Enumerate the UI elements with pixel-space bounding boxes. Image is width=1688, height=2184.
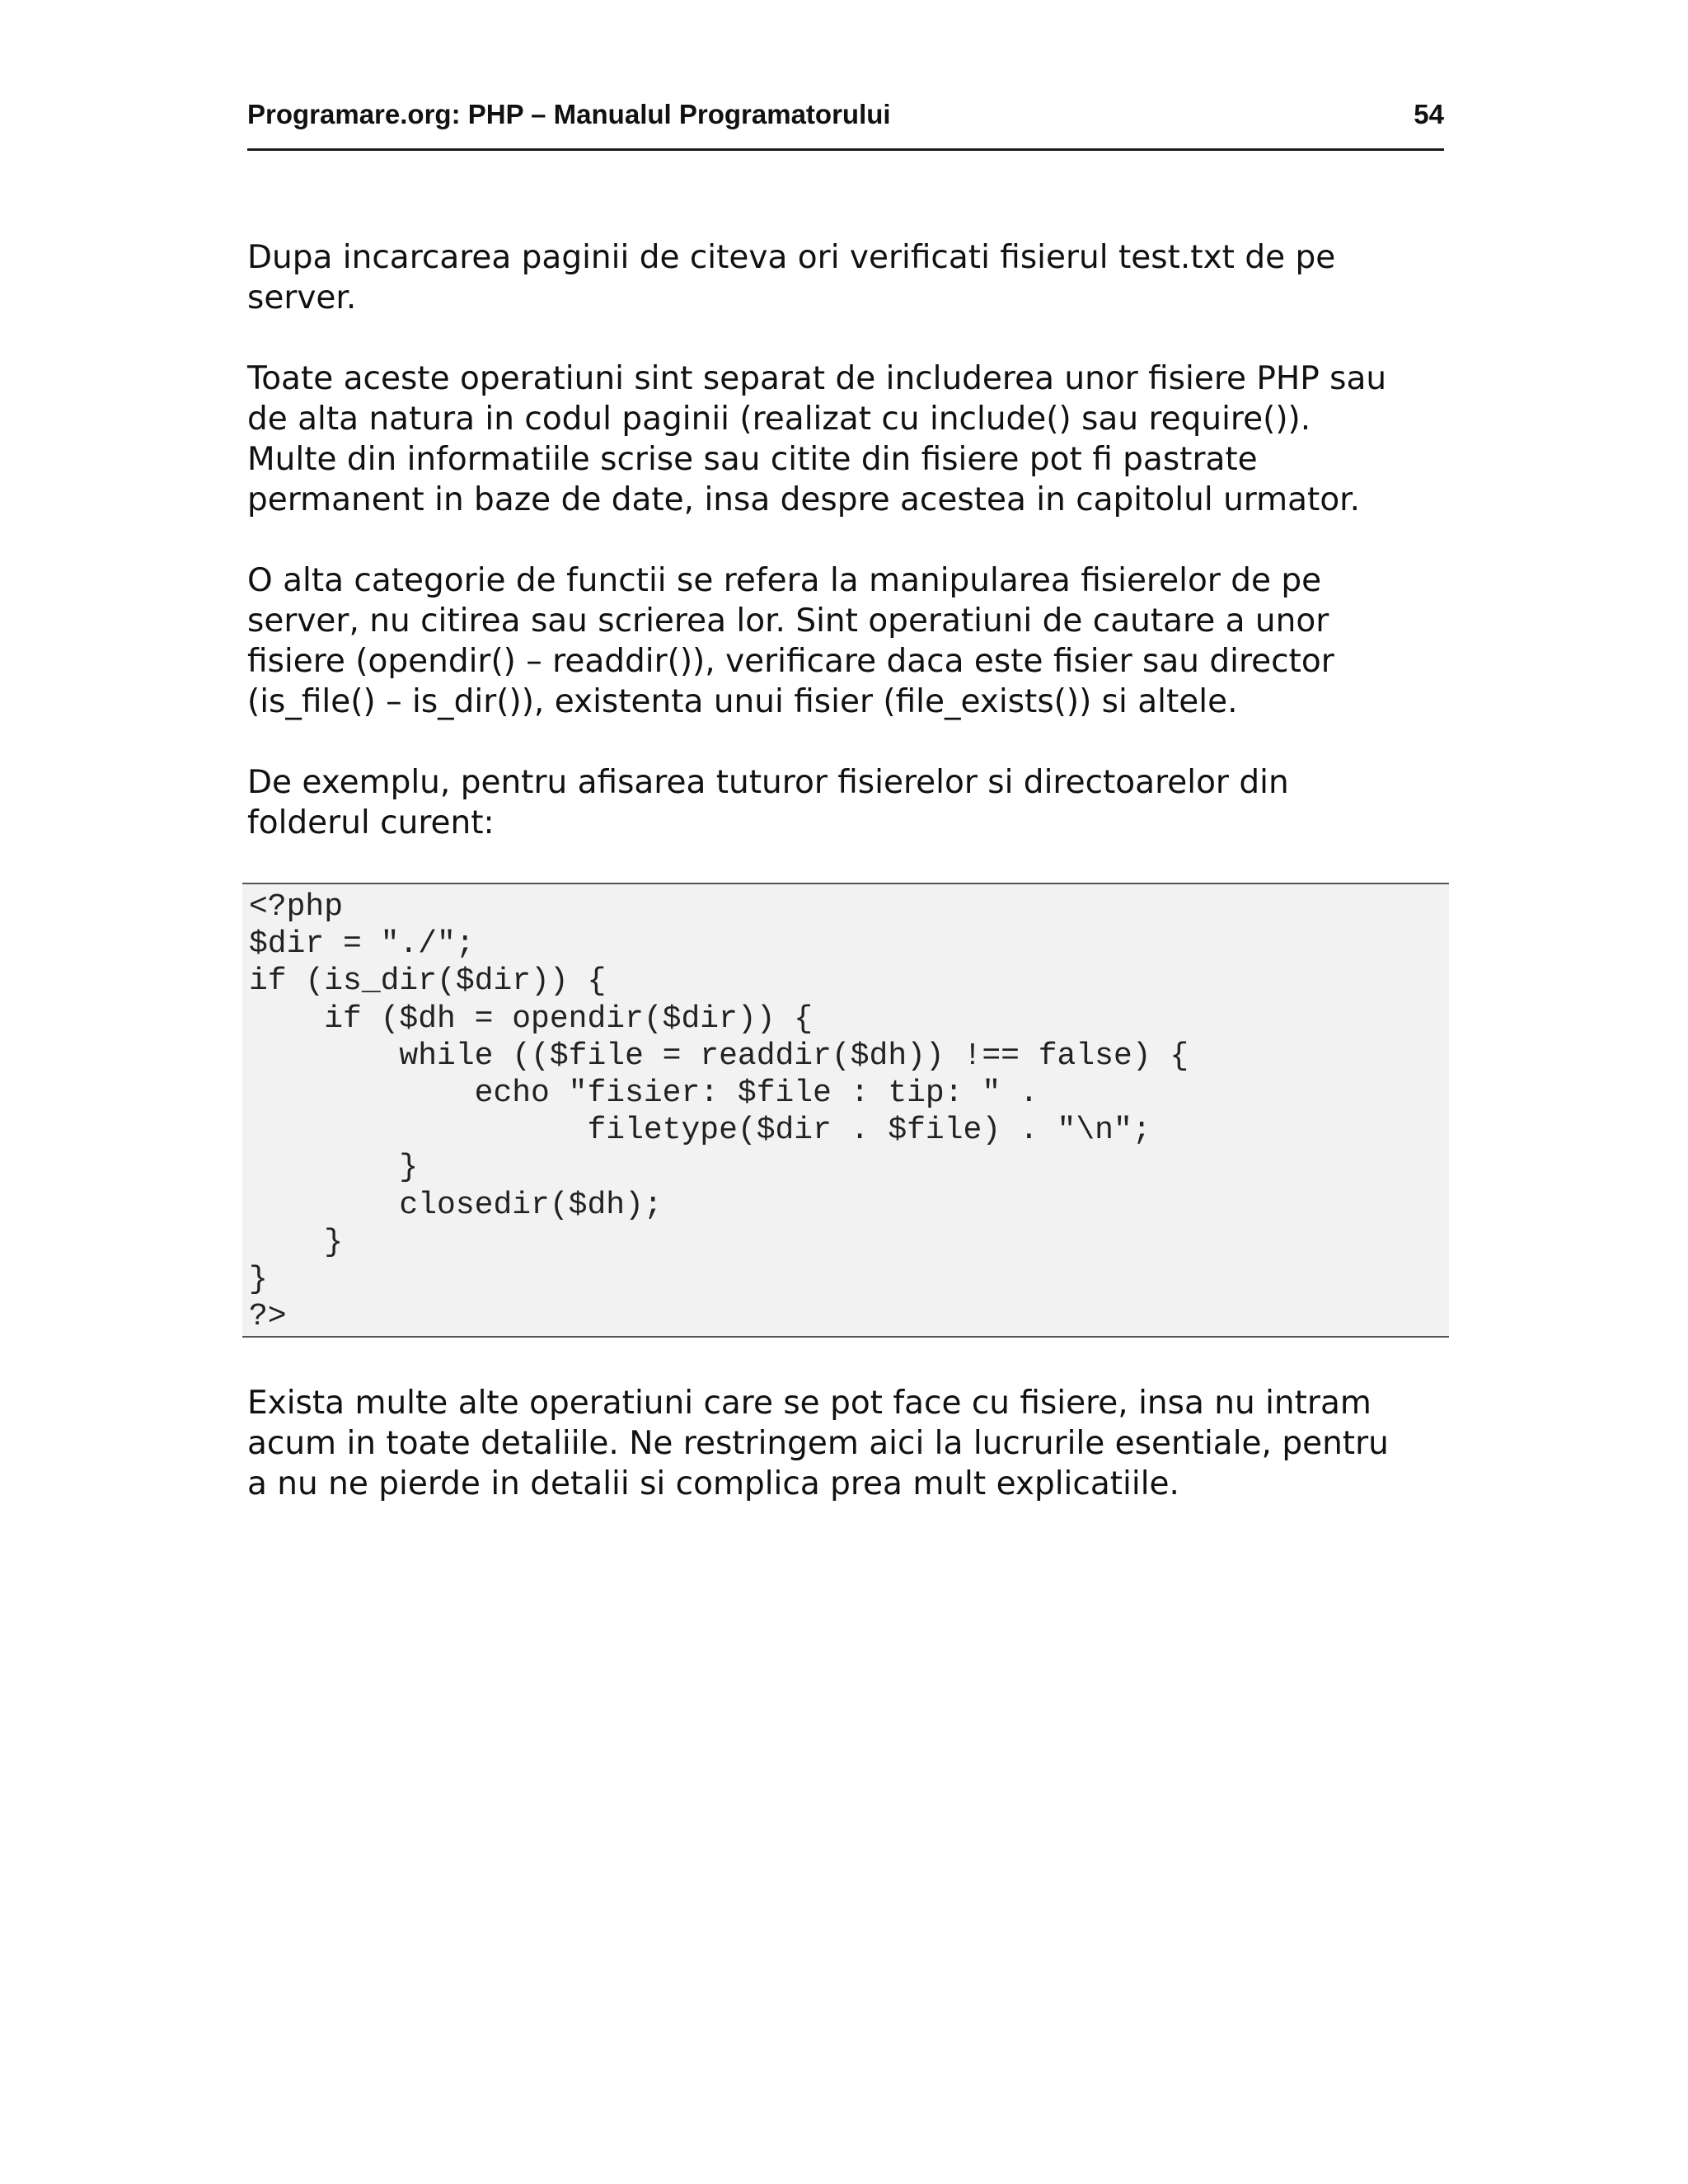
text-line: Exista multe alte operatiuni care se pot face cu fisiere, insa nu intram [247, 1385, 1372, 1422]
code-line: echo "fisier: $file : tip: " . [249, 1075, 1039, 1111]
code-line: filetype($dir . $file) . "\n"; [249, 1113, 1151, 1149]
paragraph [247, 560, 1451, 722]
code-line: ?> [249, 1299, 287, 1335]
page-header [247, 92, 1444, 151]
code-line: closedir($dh); [249, 1187, 663, 1223]
document-title: Programare.org: PHP – Manualul Programatorului [247, 99, 891, 129]
text-line: server, nu citirea sau scrierea lor. Sint operatiuni de cautare a unor [247, 602, 1329, 640]
code-line: while (($file = readdir($dh)) !== false) { [249, 1038, 1189, 1074]
text-line: de alta natura in codul paginii (realizat cu include() sau require()). [247, 401, 1311, 438]
text-line: De exemplu, pentru afisarea tuturor fisierelor si directoarelor din [247, 764, 1289, 801]
paragraph [247, 237, 1451, 318]
paragraph [247, 359, 1451, 520]
code-line: if (is_dir($dir)) { [249, 963, 607, 1000]
code-line: } [249, 1150, 419, 1186]
text-line: a nu ne pierde in detalii si complica prea mult explicatiile. [247, 1465, 1179, 1502]
text-line: Dupa incarcarea paginii de citeva ori verificati fisierul test.txt de pe [247, 239, 1336, 276]
text-line: permanent in baze de date, insa despre acestea in capitolul urmator. [247, 481, 1361, 518]
text-line: server. [247, 279, 357, 316]
text-line: (is_file() – is_dir()), existenta unui fisier (file_exists()) si altele. [247, 683, 1238, 720]
code-line: if ($dh = opendir($dir)) { [249, 1001, 814, 1037]
text-line: O alta categorie de functii se refera la manipularea fisierelor de pe [247, 562, 1322, 599]
code-line: $dir = "./"; [249, 926, 475, 963]
paragraph [247, 762, 1451, 843]
text-line: Toate aceste operatiuni sint separat de includerea unor fisiere PHP sau [247, 360, 1387, 397]
code-line: <?php [249, 889, 344, 925]
text-line: Multe din informatiile scrise sau citite din fisiere pot fi pastrate [247, 441, 1258, 478]
code-block [242, 883, 1449, 1338]
body-text [247, 237, 1451, 843]
page-number: 54 [1414, 99, 1444, 129]
code-line: } [249, 1261, 268, 1297]
text-line: acum in toate detaliile. Ne restringem aici la lucrurile esentiale, pentru [247, 1425, 1389, 1462]
text-line: fisiere (opendir() – readdir()), verificare daca este fisier sau director [247, 643, 1334, 680]
closing-text [247, 1383, 1451, 1504]
text-line: folderul curent: [247, 804, 495, 841]
paragraph [247, 1383, 1451, 1504]
code-line: } [249, 1224, 344, 1260]
